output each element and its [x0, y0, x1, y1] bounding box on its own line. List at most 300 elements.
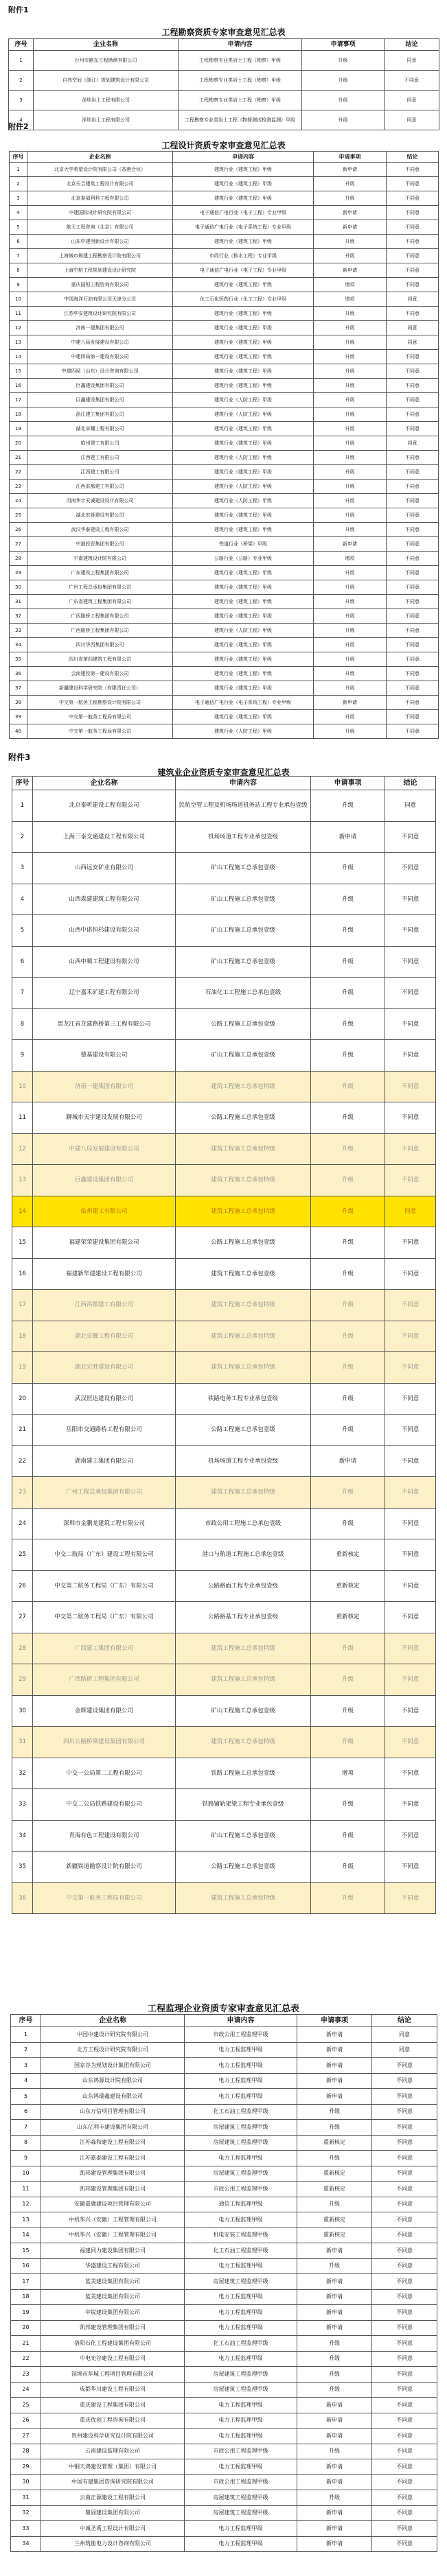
cell-matter: 升级 [314, 465, 387, 480]
cell-index: 5 [10, 220, 27, 235]
table-row [12, 1102, 436, 1134]
cell-index: 13 [11, 2212, 41, 2228]
cell-application: 建筑行业（人防工程）甲级 [173, 393, 314, 407]
cell-company: 凯邦建设管理集团有限公司 [41, 2182, 185, 2197]
cell-application: 电力工程监理甲级 [185, 2320, 297, 2336]
cell-conclusion: 不同意 [387, 724, 439, 739]
cell-company: 云南建设监理有限公司 [41, 2444, 185, 2459]
table-row [12, 884, 436, 915]
cell-matter: 升级 [314, 638, 387, 652]
cell-index: 1 [10, 163, 27, 177]
cell-matter: 升级 [311, 790, 385, 822]
cell-matter: 升级 [311, 1415, 385, 1446]
table-row [10, 494, 439, 508]
cell-company: 广西路桥工程集团有限公司 [27, 609, 173, 624]
table-row [11, 2536, 437, 2552]
table-row [11, 2089, 437, 2105]
cell-index: 33 [11, 2521, 41, 2537]
cell-application: 电力工程监理甲级 [185, 2289, 297, 2305]
table-row [10, 321, 439, 335]
cell-conclusion: 不同意 [385, 1165, 436, 1196]
cell-matter: 新申请 [314, 220, 387, 235]
cell-conclusion: 不同意 [385, 1508, 436, 1539]
table-header-row [12, 777, 436, 790]
cell-matter: 升级 [314, 191, 387, 206]
cell-company: 北京天合建筑工程设计有限公司 [27, 177, 173, 191]
cell-matter: 升级 [314, 624, 387, 638]
cell-company: 济南一建集团有限公司 [33, 1071, 176, 1102]
cell-application: 机场场道工程专业承包壹级 [176, 1445, 311, 1477]
cell-matter: 新申请 [297, 2243, 372, 2259]
cell-index: 20 [12, 1383, 33, 1415]
cell-company: 云南正源建设工程有限公司 [41, 2490, 185, 2506]
cell-conclusion: 不同意 [387, 667, 439, 681]
cell-company: 北京大学希望设计院有限公司（香港合伙） [27, 163, 173, 177]
cell-index: 12 [11, 2197, 41, 2212]
cell-matter: 新申请 [297, 2398, 372, 2413]
cell-application: 房屋建筑工程监理甲级 [185, 2274, 297, 2290]
cell-matter: 升级 [314, 436, 387, 451]
cell-index: 30 [12, 1695, 33, 1727]
cell-matter: 升级 [297, 2336, 372, 2352]
col-header-index: 序号 [10, 152, 27, 163]
cell-company: 江西洪都建工有限公司 [27, 480, 173, 494]
col-header-matter: 申请事项 [314, 152, 387, 163]
cell-index: 34 [12, 1820, 33, 1852]
cell-conclusion: 不同意 [387, 278, 439, 292]
table-row [12, 1258, 436, 1290]
annex-4-table [10, 2014, 437, 2552]
cell-conclusion: 不同意 [385, 1102, 436, 1134]
cell-index: 34 [11, 2536, 41, 2552]
cell-matter: 升级 [302, 71, 385, 91]
table-row [12, 1383, 436, 1415]
col-header-company: 企业名称 [27, 152, 173, 163]
cell-matter: 新申请 [297, 2042, 372, 2058]
table-row [10, 191, 439, 206]
cell-conclusion: 不同意 [385, 1602, 436, 1633]
table-row [12, 1852, 436, 1883]
cell-application: 建筑行业（建筑工程）甲级 [173, 566, 314, 580]
table-row [12, 1227, 436, 1259]
cell-application: 工程勘察专业类岩土工程（勘察）甲级 [179, 91, 302, 110]
cell-conclusion: 不同意 [387, 566, 439, 580]
cell-matter: 增项 [314, 552, 387, 566]
cell-application: 矿山工程施工总承包壹级 [176, 1695, 311, 1727]
cell-conclusion: 不同意 [387, 652, 439, 667]
cell-company: 济南一建集团有限公司 [27, 321, 173, 335]
cell-application: 房屋建筑工程监理甲级 [185, 2120, 297, 2136]
cell-matter: 升级 [314, 321, 387, 335]
table-row [12, 1290, 436, 1321]
cell-matter: 升级 [314, 566, 387, 580]
cell-matter: 新申请 [314, 696, 387, 710]
cell-conclusion: 不同意 [387, 249, 439, 263]
cell-index: 9 [12, 1040, 33, 1072]
table-row [9, 71, 439, 91]
cell-application: 建筑工程施工总承包壹级 [176, 1258, 311, 1290]
cell-application: 建筑行业（建筑工程）甲级 [173, 321, 314, 335]
cell-matter: 升级 [314, 609, 387, 624]
cell-index: 12 [12, 1133, 33, 1165]
cell-index: 31 [10, 595, 27, 609]
cell-application: 公路路基工程专业承包壹级 [176, 1602, 311, 1633]
table-row [10, 465, 439, 480]
cell-matter: 升级 [311, 915, 385, 947]
cell-application: 建筑行业（人防工程）甲级 [173, 407, 314, 422]
cell-company: 新疆铁道勘察设计院有限公司 [33, 1852, 176, 1883]
annex-2-label: 附件2 [8, 122, 29, 131]
cell-application: 矿山工程施工总承包壹级 [176, 946, 311, 978]
cell-company: 中交第一航务工程局有限公司 [27, 710, 173, 724]
table-row [11, 2258, 437, 2274]
table-row [11, 2474, 437, 2490]
cell-company: 中交二公局铁路建设有限公司 [33, 1789, 176, 1821]
cell-company: 中锐建设集团有限公司 [41, 2305, 185, 2321]
cell-company: 岳阳市交通路桥工程有限公司 [33, 1415, 176, 1446]
annex-1-label: 附件1 [8, 5, 29, 14]
cell-conclusion: 不同意 [387, 307, 439, 321]
cell-company: 航天工程咨询（北京）有限公司 [27, 220, 173, 235]
cell-conclusion: 同意 [387, 335, 439, 350]
cell-conclusion: 同意 [385, 1196, 436, 1227]
cell-company: 中交第一航务工程局有限公司 [33, 1882, 176, 1914]
cell-company: 山东鸿源设计院有限公司 [41, 2073, 185, 2089]
cell-company: 山西远安矿业有限公司 [33, 853, 176, 884]
cell-index: 6 [12, 946, 33, 978]
cell-index: 24 [10, 494, 27, 508]
cell-matter: 升级 [302, 110, 385, 130]
cell-matter: 升级 [314, 335, 387, 350]
cell-company: 中国中建设计研究院有限公司 [41, 2027, 185, 2043]
cell-company: 北方工程设计研究院有限公司 [41, 2042, 185, 2058]
cell-matter: 升级 [302, 51, 385, 71]
cell-matter: 新申请 [297, 2459, 372, 2475]
cell-application: 电力工程监理甲级 [185, 2151, 297, 2166]
cell-company: 蓝美建设集团有限公司 [41, 2274, 185, 2290]
cell-company: 深圳市华城工程项目管理有限公司 [41, 2367, 185, 2383]
cell-company: 临州建工有限公司 [33, 1196, 176, 1227]
table-row [10, 552, 439, 566]
cell-conclusion: 不同意 [372, 2151, 437, 2166]
table-row [11, 2444, 437, 2459]
cell-conclusion: 同意 [387, 436, 439, 451]
table-row [10, 724, 439, 739]
cell-conclusion: 不同意 [385, 915, 436, 947]
cell-conclusion: 不同意 [385, 853, 436, 884]
cell-index: 39 [10, 710, 27, 724]
cell-index: 8 [12, 1008, 33, 1040]
col-header-conclusion: 结论 [385, 777, 436, 790]
cell-index: 4 [10, 206, 27, 220]
cell-index: 20 [11, 2320, 41, 2336]
cell-conclusion: 不同意 [387, 523, 439, 537]
table-row [11, 2166, 437, 2182]
cell-application: 建筑工程施工总承包特级 [176, 1071, 311, 1102]
cell-company: 洛阳石化工程建设集团有限公司 [41, 2336, 185, 2352]
table-row [10, 537, 439, 552]
cell-application: 建筑行业（建筑工程）甲级 [173, 681, 314, 696]
cell-index: 15 [12, 1227, 33, 1259]
cell-matter: 升级 [314, 407, 387, 422]
table-row [10, 566, 439, 580]
cell-company: 中交第一航务工程局有限公司 [27, 724, 173, 739]
cell-application: 房屋建筑工程监理甲级 [185, 2382, 297, 2398]
table-row [12, 1133, 436, 1165]
cell-conclusion: 不同意 [372, 2073, 437, 2089]
cell-company: 上海城市规建工程勘察设计院有限公司 [27, 249, 173, 263]
table-row [10, 393, 439, 407]
cell-matter: 新申请 [297, 2058, 372, 2074]
cell-index: 36 [10, 667, 27, 681]
table-row [10, 480, 439, 494]
cell-conclusion: 同意 [385, 51, 439, 71]
table-row [10, 364, 439, 379]
cell-conclusion: 不同意 [387, 422, 439, 436]
cell-company: 山西中诺恒杉建设有限公司 [33, 915, 176, 947]
cell-application: 建筑行业（建筑工程）甲级 [173, 436, 314, 451]
cell-conclusion: 不同意 [385, 1477, 436, 1509]
cell-company: 四川公路桥梁建设集团有限公司 [33, 1727, 176, 1758]
cell-index: 21 [11, 2336, 41, 2352]
cell-index: 5 [12, 915, 33, 947]
cell-conclusion: 不同意 [372, 2104, 437, 2120]
cell-conclusion: 不同意 [372, 2274, 437, 2290]
cell-application: 建筑行业（建筑工程）甲级 [173, 379, 314, 393]
col-header-matter: 申请事项 [302, 39, 385, 51]
cell-conclusion: 不同意 [387, 407, 439, 422]
table-row [11, 2120, 437, 2136]
cell-matter: 升级 [311, 1352, 385, 1384]
cell-application: 电力工程监理甲级 [185, 2459, 297, 2475]
cell-index: 33 [12, 1789, 33, 1821]
cell-index: 14 [10, 350, 27, 364]
cell-conclusion: 不同意 [372, 2367, 437, 2383]
cell-index: 5 [11, 2089, 41, 2105]
cell-index: 28 [11, 2444, 41, 2459]
cell-company: 江苏嘉泰建设工程有限公司 [41, 2151, 185, 2166]
cell-conclusion: 不同意 [372, 2258, 437, 2274]
cell-index: 11 [11, 2182, 41, 2197]
cell-conclusion: 不同意 [372, 2166, 437, 2182]
table-row [12, 1445, 436, 1477]
cell-application: 建筑工程施工总承包特级 [176, 1290, 311, 1321]
cell-conclusion: 不同意 [387, 537, 439, 552]
cell-company: 中建国际设计研究院有限公司 [27, 206, 173, 220]
cell-conclusion: 不同意 [372, 2490, 437, 2506]
cell-index: 14 [11, 2228, 41, 2243]
cell-application: 建筑行业（建筑工程）甲级 [173, 422, 314, 436]
table-row [12, 1758, 436, 1789]
cell-company: 上海三泰交通建设工程有限公司 [33, 821, 176, 853]
cell-matter: 升级 [314, 235, 387, 249]
cell-index: 16 [11, 2258, 41, 2274]
cell-index: 2 [11, 2042, 41, 2058]
cell-company: 华盛建设工程有限公司 [41, 2258, 185, 2274]
cell-conclusion: 不同意 [385, 1882, 436, 1914]
cell-conclusion: 不同意 [387, 681, 439, 696]
cell-conclusion: 同意 [385, 91, 439, 110]
cell-application: 建筑行业（建筑工程）甲级 [173, 350, 314, 364]
cell-application: 矿山工程施工总承包壹级 [176, 1040, 311, 1072]
cell-company: 中建四局（山东）设计咨询有限公司 [27, 364, 173, 379]
cell-index: 16 [10, 379, 27, 393]
cell-company: 四川华西集团有限公司 [27, 638, 173, 652]
cell-application: 工程勘察专业类岩土工程（物探测试检测监测）甲级 [179, 110, 302, 130]
cell-conclusion: 不同意 [387, 595, 439, 609]
cell-conclusion: 不同意 [372, 2413, 437, 2429]
cell-application: 建筑行业（人防工程）甲级 [173, 494, 314, 508]
table-row [12, 1695, 436, 1727]
cell-conclusion: 不同意 [387, 710, 439, 724]
cell-index: 17 [11, 2274, 41, 2290]
table-row [10, 278, 439, 292]
table-row [10, 292, 439, 307]
annex-3-table [12, 776, 436, 1914]
cell-conclusion: 不同意 [385, 1290, 436, 1321]
cell-company: 广西路桥工程集团有限公司 [33, 1664, 176, 1696]
cell-conclusion: 同意 [387, 292, 439, 307]
cell-company: 广西路桥工程集团有限公司 [27, 624, 173, 638]
table-row [10, 523, 439, 537]
cell-index: 29 [12, 1664, 33, 1696]
cell-conclusion: 不同意 [372, 2505, 437, 2521]
table-header-row [9, 39, 439, 51]
cell-company: 德基建设有限公司 [33, 1040, 176, 1072]
cell-application: 矿山工程施工总承包壹级 [176, 1820, 311, 1852]
cell-company: 辽宁嘉禾矿建工程有限公司 [33, 978, 176, 1009]
cell-application: 市政公用工程监理甲级 [185, 2474, 297, 2490]
cell-index: 32 [11, 2505, 41, 2521]
cell-company: 山东亿利丰建设集团有限公司 [41, 2120, 185, 2136]
cell-index: 16 [12, 1258, 33, 1290]
cell-company: 湖北宏胜建设有限公司 [27, 508, 173, 523]
cell-company: 中建八局发展建设有限公司 [33, 1133, 176, 1165]
cell-company: 临州建工有限公司 [27, 436, 173, 451]
cell-company: 台州市路东工程勘测有限公司 [34, 51, 179, 71]
cell-matter: 新申请 [297, 2474, 372, 2490]
table-row [11, 2274, 437, 2290]
cell-index: 29 [11, 2459, 41, 2475]
cell-application: 电力工程监理甲级 [185, 2042, 297, 2058]
cell-application: 市政公用工程监理甲级 [185, 2444, 297, 2459]
cell-application: 建筑行业（建筑工程）甲级 [173, 465, 314, 480]
table-row [11, 2073, 437, 2089]
cell-matter: 新申请 [297, 2089, 372, 2105]
cell-application: 建筑工程施工总承包特级 [176, 1321, 311, 1352]
table-row [11, 2212, 437, 2228]
cell-conclusion: 不同意 [385, 1008, 436, 1040]
col-header-conclusion: 结论 [387, 152, 439, 163]
table-row [12, 915, 436, 947]
cell-application: 化工石化医药行业（化工工程）专业甲级 [173, 292, 314, 307]
cell-matter: 升级 [297, 2120, 372, 2136]
table-row [11, 2305, 437, 2321]
col-header-conclusion: 结论 [385, 39, 439, 51]
cell-index: 18 [10, 407, 27, 422]
cell-company: 广西建工集团有限公司 [33, 1633, 176, 1664]
cell-conclusion: 不同意 [385, 1258, 436, 1290]
cell-matter: 新申请 [297, 2305, 372, 2321]
cell-company: 上海中船工程规划建设设计研究院 [27, 263, 173, 278]
cell-company: 中交第一航务工程勘察设计院有限公司 [27, 696, 173, 710]
cell-company: 江西建工有限公司 [27, 465, 173, 480]
cell-company: 中交一公局第二工程有限公司 [33, 1758, 176, 1789]
cell-matter: 新申请 [297, 2429, 372, 2444]
cell-matter: 升级 [311, 1008, 385, 1040]
cell-index: 36 [12, 1882, 33, 1914]
cell-conclusion: 不同意 [372, 2429, 437, 2444]
cell-company: 国家谷为规划设计集团有限公司 [41, 2058, 185, 2074]
table-row [10, 451, 439, 465]
cell-index: 25 [10, 508, 27, 523]
table-row [10, 609, 439, 624]
table-row [11, 2104, 437, 2120]
cell-application: 建筑行业（建筑工程）甲级 [173, 163, 314, 177]
cell-matter: 新申请 [297, 2289, 372, 2305]
cell-matter: 升级 [311, 1789, 385, 1821]
cell-matter: 新申请 [314, 206, 387, 220]
cell-matter: 升级 [311, 1383, 385, 1415]
cell-index: 9 [11, 2151, 41, 2166]
cell-matter: 新申请 [314, 163, 387, 177]
cell-conclusion: 不同意 [387, 364, 439, 379]
col-header-application: 申请内容 [185, 2015, 297, 2027]
cell-application: 房屋建筑工程监理甲级 [185, 2367, 297, 2383]
cell-index: 26 [10, 523, 27, 537]
cell-conclusion: 不同意 [385, 978, 436, 1009]
cell-conclusion: 不同意 [387, 494, 439, 508]
cell-company: 武汉华泰建设工程有限公司 [27, 523, 173, 537]
cell-application: 市政公用工程监理甲级 [185, 2182, 297, 2197]
cell-application: 建筑行业（建筑工程）甲级 [173, 710, 314, 724]
cell-company: 中交二航局（广东）建设工程有限公司 [33, 1539, 176, 1571]
cell-application: 建筑工程施工总承包特级 [176, 1477, 311, 1509]
cell-index: 3 [10, 191, 27, 206]
cell-conclusion: 不同意 [385, 1820, 436, 1852]
cell-application: 电力工程监理甲级 [185, 2429, 297, 2444]
cell-conclusion: 不同意 [372, 2459, 437, 2475]
cell-index: 31 [12, 1727, 33, 1758]
cell-matter: 升级 [311, 978, 385, 1009]
table-row [10, 235, 439, 249]
cell-matter: 升级 [297, 2490, 372, 2506]
cell-conclusion: 不同意 [385, 1539, 436, 1571]
cell-company: 四川省第四建筑工程有限公司 [27, 652, 173, 667]
cell-company: 湖南建工集团有限公司 [33, 1445, 176, 1477]
cell-conclusion: 不同意 [385, 1758, 436, 1789]
cell-company: 金辉建设集团有限公司 [33, 1695, 176, 1727]
table-row [12, 946, 436, 978]
col-header-company: 企业名称 [41, 2015, 185, 2027]
cell-company: 广东建设工程集团有限公司 [27, 566, 173, 580]
table-row [9, 91, 439, 110]
cell-company: 中建八局发展建设有限公司 [27, 335, 173, 350]
cell-matter: 升级 [297, 2151, 372, 2166]
cell-company: 北京泰福利科工程有限公司 [27, 191, 173, 206]
cell-company: 深圳岩土工程有限公司 [34, 91, 179, 110]
cell-company: 广东省建筑工程集团有限公司 [27, 595, 173, 609]
cell-application: 电力工程监理甲级 [185, 2398, 297, 2413]
table-row [12, 1508, 436, 1539]
cell-company: 江西建工有限公司 [27, 451, 173, 465]
cell-company: 湖北卓耀工程有限公司 [33, 1321, 176, 1352]
cell-application: 电子通信广电行业（电子系统工程）专业甲级 [173, 696, 314, 710]
cell-conclusion: 不同意 [372, 2305, 437, 2321]
table-row [12, 1040, 436, 1072]
cell-application: 工程勘察专业类岩土工程（勘察）甲级 [179, 71, 302, 91]
cell-application: 建筑行业（建筑工程）甲级 [173, 652, 314, 667]
